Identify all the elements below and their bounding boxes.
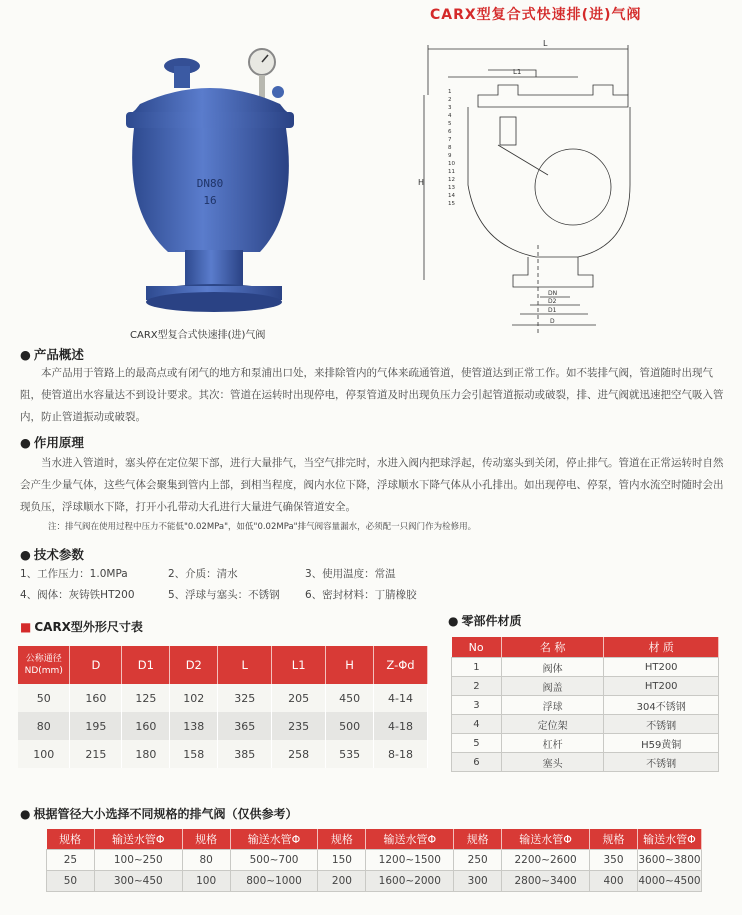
part-number: 4 [448,113,452,119]
table-cell: 304不锈钢 [604,696,719,715]
table-cell: 195 [70,712,122,740]
principle-note: 注：排气阀在使用过程中压力不能低"0.02MPa"，如低"0.02MPa"排气阀容量漏水，必须配一只阀门作为检修用。 [48,522,477,532]
table-cell: 50 [18,684,70,712]
dim-label-D1: D1 [548,307,557,314]
table-cell: 100 [182,871,230,892]
valve-body-text-2: 16 [203,194,217,207]
table-cell: 定位架 [501,715,604,734]
dim-label-D2: D2 [548,298,557,305]
table-cell: 300 [454,871,502,892]
bullet-icon: ● [20,435,31,450]
table-cell: 215 [70,740,122,768]
table-cell: 80 [182,850,230,871]
part-number: 8 [448,145,452,151]
selection-table [46,829,702,892]
principle-heading: ● 作用原理 [20,435,84,450]
table-cell: HT200 [604,658,719,677]
table-cell: 1 [452,658,502,677]
table-cell: 150 [318,850,366,871]
col-header: 材 质 [604,637,719,658]
table-cell: 158 [170,740,218,768]
table-header-row [18,646,428,684]
col-header: 规格 [454,829,502,850]
table-row [47,871,702,892]
params-list [20,566,720,606]
table-cell: 50 [47,871,95,892]
table-cell: 450 [326,684,374,712]
col-header: 输送水管Φ [366,829,454,850]
part-number: 7 [448,137,452,143]
table-cell: 1600~2000 [366,871,454,892]
page-title: CARX型复合式快速排(进)气阀 [430,7,642,23]
col-header: 规格 [590,829,638,850]
table-cell: 3 [452,696,502,715]
dim-label-L1: L1 [513,68,522,76]
col-header: Z-Φd [374,646,428,684]
table-cell: 不锈钢 [604,753,719,772]
table-cell: 6 [452,753,502,772]
table-cell: 180 [122,740,170,768]
bullet-icon: ■ [20,620,32,634]
param-item: 2、介质：清水 [168,568,238,580]
table-row [18,712,428,740]
part-number: 2 [448,97,452,103]
table-cell: 102 [170,684,218,712]
materials-heading: ● 零部件材质 [448,614,522,628]
col-header: D2 [170,646,218,684]
table-cell: H59黄铜 [604,734,719,753]
table-cell: 浮球 [501,696,604,715]
table-cell: 250 [454,850,502,871]
part-number: 5 [448,121,452,127]
materials-table [451,637,719,772]
table-cell: HT200 [604,677,719,696]
param-item: 5、浮球与塞头：不锈钢 [168,589,280,601]
table-cell: 800~1000 [230,871,318,892]
table-cell: 1200~1500 [366,850,454,871]
table-cell: 300~450 [94,871,182,892]
col-header: 输送水管Φ [502,829,590,850]
col-header: 输送水管Φ [94,829,182,850]
part-number: 3 [448,105,452,111]
table-header-row [47,829,702,850]
table-header-row [452,637,719,658]
dim-label-H: H [418,178,425,187]
part-number: 14 [448,193,455,199]
table-cell: 5 [452,734,502,753]
table-row [452,658,719,677]
table-cell: 500~700 [230,850,318,871]
table-cell: 4-14 [374,684,428,712]
overview-heading: ● 产品概述 [20,347,84,362]
col-header: H [326,646,374,684]
param-item: 6、密封材料：丁腈橡胶 [305,589,417,601]
col-header: 公称通径ND(mm) [18,646,70,684]
table-cell: 500 [326,712,374,740]
table-cell: 杠杆 [501,734,604,753]
table-cell: 350 [590,850,638,871]
table-row [18,740,428,768]
table-cell: 160 [122,712,170,740]
table-cell: 125 [122,684,170,712]
table-cell: 3600~3800 [637,850,701,871]
table-cell: 2800~3400 [502,871,590,892]
table-cell: 4000~4500 [637,871,701,892]
part-number: 10 [448,161,455,167]
table-cell: 200 [318,871,366,892]
table-cell: 160 [70,684,122,712]
principle-text: 当水进入管道时，塞头停在定位架下部，进行大量排气，当空气排完时，水进入阀内把球浮起，传动塞头到关闭，停止排气。管道在正常运转时自然会产生少量气体，这些气体会聚集到管内上部，到相当程度，阀内水位下降，浮球顺水下降气体从小孔排出。如出现停电、停泵，管内水流空时随时会出现负压，浮球顺水下降，打开小孔带动大孔进行大量进气确保管道安全。 [20,457,724,513]
table-cell: 阀盖 [501,677,604,696]
dimensions-heading: ■ CARX型外形尺寸表 [20,620,143,634]
param-item: 4、阀体：灰铸铁HT200 [20,589,135,601]
table-cell: 258 [272,740,326,768]
table-cell: 阀体 [501,658,604,677]
col-header: D1 [122,646,170,684]
dim-label-D: D [550,318,555,325]
technical-drawing [418,35,653,335]
col-header: 输送水管Φ [637,829,701,850]
table-cell: 8-18 [374,740,428,768]
selection-heading: ● 根据管径大小选择不同规格的排气阀（仅供参考） [20,807,298,821]
col-header: D [70,646,122,684]
valve-photo [110,42,325,322]
table-cell: 100 [18,740,70,768]
table-cell: 100~250 [94,850,182,871]
table-cell: 325 [218,684,272,712]
part-number: 1 [448,89,452,95]
param-item: 1、工作压力：1.0MPa [20,568,128,580]
valve-body-text-1: DN80 [196,177,224,190]
col-header: 名 称 [501,637,604,658]
table-cell: 385 [218,740,272,768]
bullet-icon: ● [448,614,459,628]
bullet-icon: ● [20,347,31,362]
part-number: 13 [448,185,455,191]
dim-label-DN: DN [548,290,558,297]
table-row [452,677,719,696]
table-row [452,715,719,734]
table-cell: 4-18 [374,712,428,740]
part-number: 6 [448,129,452,135]
col-header: 规格 [318,829,366,850]
part-number: 9 [448,153,452,159]
param-item: 3、使用温度：常温 [305,568,396,580]
table-cell: 4 [452,715,502,734]
table-cell: 365 [218,712,272,740]
table-cell: 400 [590,871,638,892]
col-header: 规格 [182,829,230,850]
table-cell: 不锈钢 [604,715,719,734]
overview-text: 本产品用于管路上的最高点或有闭气的地方和泵浦出口处，来排除管内的气体来疏通管道，使管道达到正常工作。如不装排气阀，管道随时出现气阻，使管道出水容量达不到设计要求。其次：管道在运转时出现停电，停泵管道及时出现负压力会引起管道振动或破裂，排、进气阀就迅速把空气吸入管内，防止管道振动或破裂。 [20,367,724,423]
table-cell: 塞头 [501,753,604,772]
part-number: 12 [448,177,455,183]
table-cell: 2 [452,677,502,696]
table-cell: 138 [170,712,218,740]
dim-label-L: L [543,39,548,48]
table-row [452,696,719,715]
col-header: L1 [272,646,326,684]
col-header: 输送水管Φ [230,829,318,850]
table-cell: 25 [47,850,95,871]
table-row [47,850,702,871]
params-heading: ● 技术参数 [20,547,84,562]
part-number: 15 [448,201,455,207]
col-header: No [452,637,502,658]
table-row [452,734,719,753]
table-row [452,753,719,772]
photo-caption: CARX型复合式快速排(进)气阀 [130,330,266,341]
dimensions-table [18,646,428,768]
bullet-icon: ● [20,807,31,821]
table-cell: 205 [272,684,326,712]
table-row [18,684,428,712]
col-header: 规格 [47,829,95,850]
table-cell: 235 [272,712,326,740]
table-cell: 80 [18,712,70,740]
bullet-icon: ● [20,547,31,562]
part-number: 11 [448,169,455,175]
table-cell: 2200~2600 [502,850,590,871]
col-header: L [218,646,272,684]
table-cell: 535 [326,740,374,768]
